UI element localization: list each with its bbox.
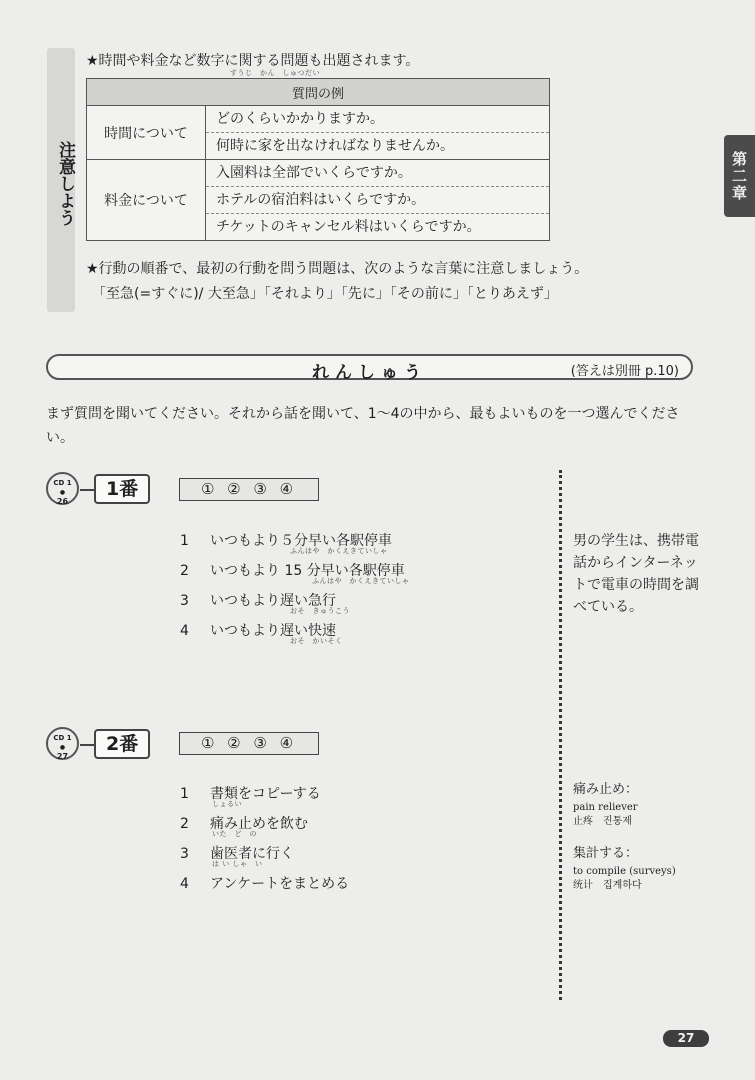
question-examples-table	[86, 78, 550, 241]
option-4[interactable]: 4 アンケートをまとめる	[180, 876, 350, 892]
option-ruby: しょるい	[212, 800, 242, 808]
option-ruby: おそ かいそく	[290, 637, 343, 645]
example-item: 何時に家を出なければなりませんか。	[216, 138, 454, 154]
glossary-term: 集計する：	[573, 846, 639, 861]
cd-track-icon: CD 1 ● 27	[46, 727, 79, 760]
category-time: 時間について	[87, 106, 206, 160]
answer-choices-box[interactable]: ① ② ③ ④	[179, 732, 319, 755]
example-item: 入園料は全部でいくらですか。	[206, 160, 549, 187]
option-ruby: ふんはや かくえきていしゃ	[312, 577, 410, 585]
option-1[interactable]: 1 書類をコピーする	[180, 786, 321, 802]
practice-title: れんしゅう	[312, 363, 427, 383]
page-number: 27	[663, 1030, 709, 1047]
glossary-term: 痛み止め：	[573, 782, 639, 797]
column-divider	[559, 470, 562, 1000]
connector-line	[80, 744, 94, 746]
answer-choices-box[interactable]: ① ② ③ ④	[179, 478, 319, 501]
note-line-1-ruby: すうじ かん しゅつだい	[230, 69, 320, 77]
option-ruby: いた ど の	[212, 830, 257, 838]
option-4[interactable]: 4 いつもより遅い快速	[180, 623, 336, 639]
option-ruby: は い しゃ い	[212, 860, 263, 868]
chapter-tab[interactable]: 第二章	[724, 135, 755, 217]
glossary-english: pain reliever	[573, 802, 638, 813]
note-label: 注意しよう	[47, 48, 75, 312]
practice-header	[46, 354, 693, 383]
glossary-translation: 统计 집계하다	[573, 880, 642, 891]
option-ruby: おそ きゅうこう	[290, 607, 350, 615]
option-2[interactable]: 2 いつもより 15 分早い各駅停車	[180, 563, 405, 579]
category-fee: 料金について	[87, 160, 206, 241]
context-note: 男の学生は、携帯電話からインターネットで電車の時間を調べている。	[573, 533, 699, 615]
example-item: ホテルの宿泊料はいくらですか。	[206, 187, 549, 214]
option-ruby: ふんはや かくえきていしゃ	[290, 547, 388, 555]
option-1[interactable]: 1 いつもより５分早い各駅停車	[180, 533, 392, 549]
question-number: 1番	[94, 474, 150, 504]
glossary	[573, 779, 703, 893]
example-item: チケットのキャンセル料はいくらですか。	[216, 219, 481, 235]
answer-reference: (答えは別冊 p.10)	[570, 364, 679, 379]
glossary-english: to compile (surveys)	[573, 866, 676, 877]
table-header: 質問の例	[87, 79, 550, 106]
instructions: まず質問を聞いてください。それから話を聞いて、1～4の中から、最もよいものを一つ選んでください。	[46, 406, 680, 446]
connector-line	[80, 489, 94, 491]
option-3[interactable]: 3 いつもより遅い急行	[180, 593, 336, 609]
note-line-3: 「至急(=すぐに)/ 大至急」「それより」「先に」「その前に」「とりあえず」	[92, 286, 558, 302]
option-3[interactable]: 3 歯医者に行く	[180, 846, 294, 862]
question-number: 2番	[94, 729, 150, 759]
glossary-translation: 止疼 진통제	[573, 816, 632, 827]
note-line-1: ★時間や料金など数字に関する問題も出題されます。	[86, 53, 420, 69]
cd-track-icon: CD 1 ● 26	[46, 472, 79, 505]
example-item: どのくらいかかりますか。	[206, 106, 549, 133]
option-2[interactable]: 2 痛み止めを飲む	[180, 816, 308, 832]
note-line-2: ★行動の順番で、最初の行動を問う問題は、次のような言葉に注意しましょう。	[86, 261, 589, 277]
